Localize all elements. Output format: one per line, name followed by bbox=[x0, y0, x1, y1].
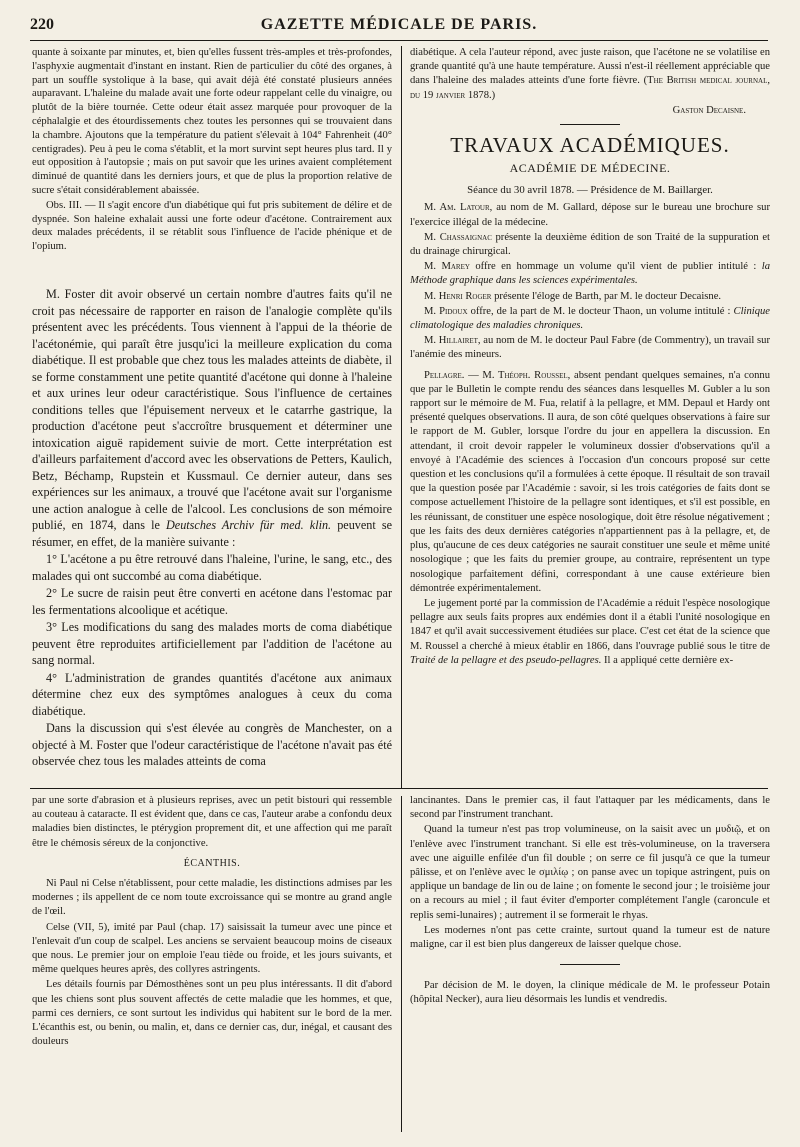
entry-name: M. Chassaignac bbox=[424, 231, 492, 243]
subsection-heading: ÉCANTHIS. bbox=[183, 857, 241, 869]
text: diabétique. A cela l'auteur répond, avec juste raison, que l'acétone ne se volatilise en grande quantité qu'à une haute température. Aussi n'est-il réellement appréciable que dans l'haleine des malades atteints d'une forte fièvre. bbox=[410, 47, 770, 87]
entry-name: M. Marey bbox=[424, 261, 470, 273]
separator bbox=[560, 964, 620, 965]
separator bbox=[560, 124, 620, 125]
entry bbox=[410, 231, 770, 259]
paragraph bbox=[410, 46, 770, 103]
bottom-right-column bbox=[410, 794, 770, 1134]
pellagre-paragraph bbox=[410, 369, 770, 596]
source-citation: (The British medical journal, du 19 janvier 1878.) bbox=[410, 75, 770, 101]
entry bbox=[410, 334, 770, 362]
column-divider bbox=[401, 796, 402, 1132]
page-number: 220 bbox=[30, 16, 54, 33]
book-title: Clinique climatologique des maladies chroniques. bbox=[410, 305, 770, 332]
paragraph: Les détails fournis par Démosthènes sont un peu plus intéressants. Il dit d'abord que les chiens sont plus souvent affectés de cette maladie que les hommes, et que, parmi ces derniers, ce sont surtout les individus qui habitent sur le bord de la mer. L'écanthis est, ou benin, ou malin, et, dans ce dernier cas, dur, inégal, et causant des douleurs bbox=[32, 979, 392, 1048]
entry bbox=[410, 290, 770, 304]
book-title: la Méthode graphique dans les sciences expérimentales. bbox=[410, 261, 770, 287]
section-subtitle: ACADÉMIE DE MÉDECINE. bbox=[509, 161, 671, 176]
entry-name: M. Hillairet, bbox=[424, 335, 481, 347]
author-signature: Gaston Decaisne. bbox=[672, 104, 746, 116]
paragraph: Celse (VII, 5), imité par Paul (chap. 17) saisissait la tumeur avec une pince et l'enlevait d'un coup de scalpel. Les anciens se servaient beaucoup moins de ciseaux que nous. Le premier jour on emploie l'eau tiède ou froide, et les jours suivants, et même quelques heures après, des collyres astringents. bbox=[32, 921, 392, 976]
paragraph: par une sorte d'abrasion et à plusieurs reprises, avec un petit bistouri qui ressemble au couteau à cataracte. Il est évident que, dans ce cas, l'auteur arabe a confondu deux maladies bien distinctes, le ptérygion proprement dit, et une affection qui me paraît être le chémosis séreux de la conjonctive. bbox=[32, 795, 392, 849]
paragraph: Ni Paul ni Celse n'établissent, pour cette maladie, les distinctions admises par les modernes ; ils appellent de ce nom toute excroissance qui se montre au grand angle de l'œil. bbox=[32, 878, 392, 918]
paragraph: quante à soixante par minutes, et, bien qu'elles fussent très-amples et très-profondes, l'asphyxie augmentait d'instant en instant. Rien de particulier du côté des organes, à part un souffle systolique à la base, qui avait déjà été constaté plusieurs années auparavant. L'haleine du malade avait une forte odeur rappelant celle du vinaigre, ou plutôt de la bière tournée. Cette odeur était assez marquée pour provoquer de la céphalalgie et des étourdissements chez toutes les personnes qui se trouvaient dans la chambre. Ajoutons que la température du patient s'élevait à 104° Fahrenheit (40° centigrades). Peu à peu le coma s'établit, et la mort survint sept heures plus tard. Il y eut opposition à l'autopsie ; mais on put savoir que les urines avaient complétement diminué de quantité dans les derniers jours, et que de plus la proportion relative de sucre s'était considérablement abaissée. bbox=[32, 47, 392, 196]
entry-name: M. Henri Roger bbox=[424, 290, 492, 302]
topic-heading: Pellagre. — M. Théoph. Roussel, bbox=[424, 369, 571, 381]
column-divider bbox=[401, 46, 402, 788]
paragraph: Les modernes n'ont pas cette crainte, surtout quand la tumeur est de nature maligne, car il est bien plus dangereux de laisser quelque chose. bbox=[410, 924, 770, 951]
observation-3: Obs. III. — Il s'agit encore d'un diabétique qui fut pris subitement de délire et de dyspnée. Son haleine exhalait aussi une forte odeur d'acétone. Contrairement aux deux malades précédents, il se rétablit sous l'influence de l'acide phénique et de l'opium. bbox=[32, 199, 392, 253]
bottom-left-column bbox=[32, 794, 392, 1134]
paragraph bbox=[410, 597, 770, 668]
page-header bbox=[30, 14, 768, 41]
conclusion-item-3: 3° Les modifications du sang des malades morts de coma diabétique peuvent être reproduites artificiellement par l'addition de l'acétone au sang normal. bbox=[32, 620, 392, 667]
entry-text: présente l'éloge de Barth, par M. le docteur Decaisne. bbox=[494, 290, 722, 302]
left-column-main bbox=[32, 286, 392, 780]
journal-title: GAZETTE MÉDICALE DE PARIS. bbox=[260, 16, 538, 33]
text: M. Foster dit avoir observé un certain nombre d'autres faits qu'il ne croit pas nécessaire de rapporter en raison de l'analogie complète qu'ils présentent avec les précédents. Tous viennent à l'appui de la théorie de l'acétonémie, qui paraît être jusqu'ici la meilleure explication du coma diabétique. Il est probable que chez tous les malades atteints de diabète, il se forme constamment une petite quantité d'acétone qui donne à l'haleine et aux urines leur odeur caractéristique. Sous l'influence de certaines conditions telles que l'épuisement nerveux et le catarrhe gastrique, la production d'acétone peut s'accroître brusquement et déterminer une intoxication aiguë rapidement suivie de mort. Cette interprétation est d'ailleurs parfaitement d'accord avec les observations de Petters, Kaulich, Betz, Béchamp, Rupstein et Kussmaul. Ce dernier auteur, dans ses expériences sur les animaux, a trouvé que l'acétone avait sur l'organisme une action analogue à celle de l'alcool. Les conclusions de son mémoire publié, en 1874, dans le bbox=[32, 287, 392, 532]
journal-citation: Deutsches Archiv für med. klin. bbox=[165, 518, 332, 532]
entry bbox=[410, 260, 770, 288]
text: Le jugement porté par la commission de l'Académie a réduit l'espèce nosologique pellagre aux seuls faits propres aux endémies dont il a établi l'unité nosologique en 1847 et qu'il avait successivement étudiées sur place. C'est cet état de la science que M. Roussel a cherché à mieux établir en 1866, dans l'ouvrage publié sous le titre de bbox=[410, 597, 770, 652]
entry-text: au nom de M. le docteur Paul Fabre (de Commentry), un travail sur l'anémie des mineurs. bbox=[410, 335, 770, 361]
entry-text: présente la deuxième édition de son Traité de la suppuration et du drainage chirurgical. bbox=[410, 231, 770, 258]
entry bbox=[410, 201, 770, 229]
left-column-upper bbox=[32, 46, 392, 282]
paragraph bbox=[32, 286, 392, 550]
text: absent pendant quelques semaines, n'a connu que par le Bulletin le compte rendu des séances dans lesquelles M. Gubler a lu son rapport sur le mémoire de M. Fua, relatif à la pellagre, et MM. Depaul et Hardy ont présenté quelques observations. Il aura, de son côté quelques observations à faire sur le rapport de M. Gubler, lorsque l'ordre du jour en appellera la discussion. En attendant, il croit devoir rappeler le volumineux dossier d'observations qu'il a envoyé à l'Académie des sciences à l'occasion d'un concours proposé sur cette question et les conclusions qu'il a formulées à cette époque. Il résultait de son travail que la question posée par l'Académie : savoir, si les trois catégories de faits dont se compose actuellement l'histoire de la pellagre sont identiques, et s'il est possible, en les réunissant, de constituer une espèce nosologique, doit être résolue négativement ; que les faits des deux dernières catégories n'appartiennent pas à la pellagre, et, de plus, qu'aucune de ces deux catégories ne saurait constituer une seule et même unité nosologique ; que les faits du premier groupe, au contraire, représentent un type nosologique parfaitement défini, correspondant à une cause extérieure bien démontrée expérimentalement. bbox=[410, 369, 770, 594]
conclusion-item-1: 1° L'acétone a pu être retrouvé dans l'haleine, l'urine, le sang, etc., des malades qui ont succombé au coma diabétique. bbox=[32, 552, 392, 583]
entry-text: offre, de la part de M. le docteur Thaon, un volume intitulé : bbox=[470, 305, 731, 317]
entry-text: au nom de M. Gallard, dépose sur le bureau une brochure sur l'exercice illégal de la médecine. bbox=[410, 202, 770, 228]
session-line: Séance du 30 avril 1878. — Présidence de M. Baillarger. bbox=[467, 184, 713, 197]
entry bbox=[410, 305, 770, 333]
book-title: Traité de la pellagre et des pseudo-pellagres. bbox=[410, 654, 602, 666]
entry-text: offre en hommage un volume qu'il vient de publier intitulé : bbox=[475, 261, 757, 273]
conclusion-item-2: 2° Le sucre de raisin peut être converti en acétone dans l'estomac par les fermentations alcoolique et acétique. bbox=[32, 586, 392, 617]
horizontal-divider bbox=[30, 788, 768, 789]
paragraph: Dans la discussion qui s'est élevée au congrès de Manchester, on a objecté à M. Foster que l'odeur caractéristique de l'acétone n'avait pas été observée chez tous les malades atteints de coma bbox=[32, 721, 392, 768]
entry-name: M. Pidoux bbox=[424, 305, 468, 317]
text: Il a appliqué cette dernière ex- bbox=[604, 654, 734, 666]
notice: Par décision de M. le doyen, la clinique médicale de M. le professeur Potain (hôpital Necker), aura lieu désormais les lundis et vendredis. bbox=[410, 980, 770, 1006]
right-column-main bbox=[410, 46, 770, 786]
entry-name: M. Am. Latour, bbox=[424, 202, 493, 214]
paragraph: lancinantes. Dans le premier cas, il faut l'attaquer par les médicaments, dans le second par l'instrument tranchant. bbox=[410, 795, 770, 821]
paragraph: Quand la tumeur n'est pas trop volumineuse, on la saisit avec un μυδιῷ, et on l'enlève avec l'instrument tranchant. Si elle est très-volumineuse, on la traversera avec une aiguille enfilée d'un fil double ; on serre ce fil jusqu'à ce que la tumeur pâlisse, et on l'enlève avec le σμιλίῳ ; on panse avec un topique astringent, puis on applique un bandage de lin ou de laine ; on fomente le second jour ; le troisième jour on a recours au miel ; il faut éviter d'emporter complétement l'angle (caroncule et replis semi-lunaires) ; autrement il se formerait le rhyas. bbox=[410, 824, 770, 921]
conclusion-item-4: 4° L'administration de grandes quantités d'acétone aux animaux détermine chez eux des symptômes analogues à ceux du coma diabétique. bbox=[32, 670, 392, 718]
section-title: TRAVAUX ACADÉMIQUES. bbox=[450, 133, 730, 158]
text: peuvent se résumer, en effet, de la manière suivante : bbox=[32, 518, 392, 549]
